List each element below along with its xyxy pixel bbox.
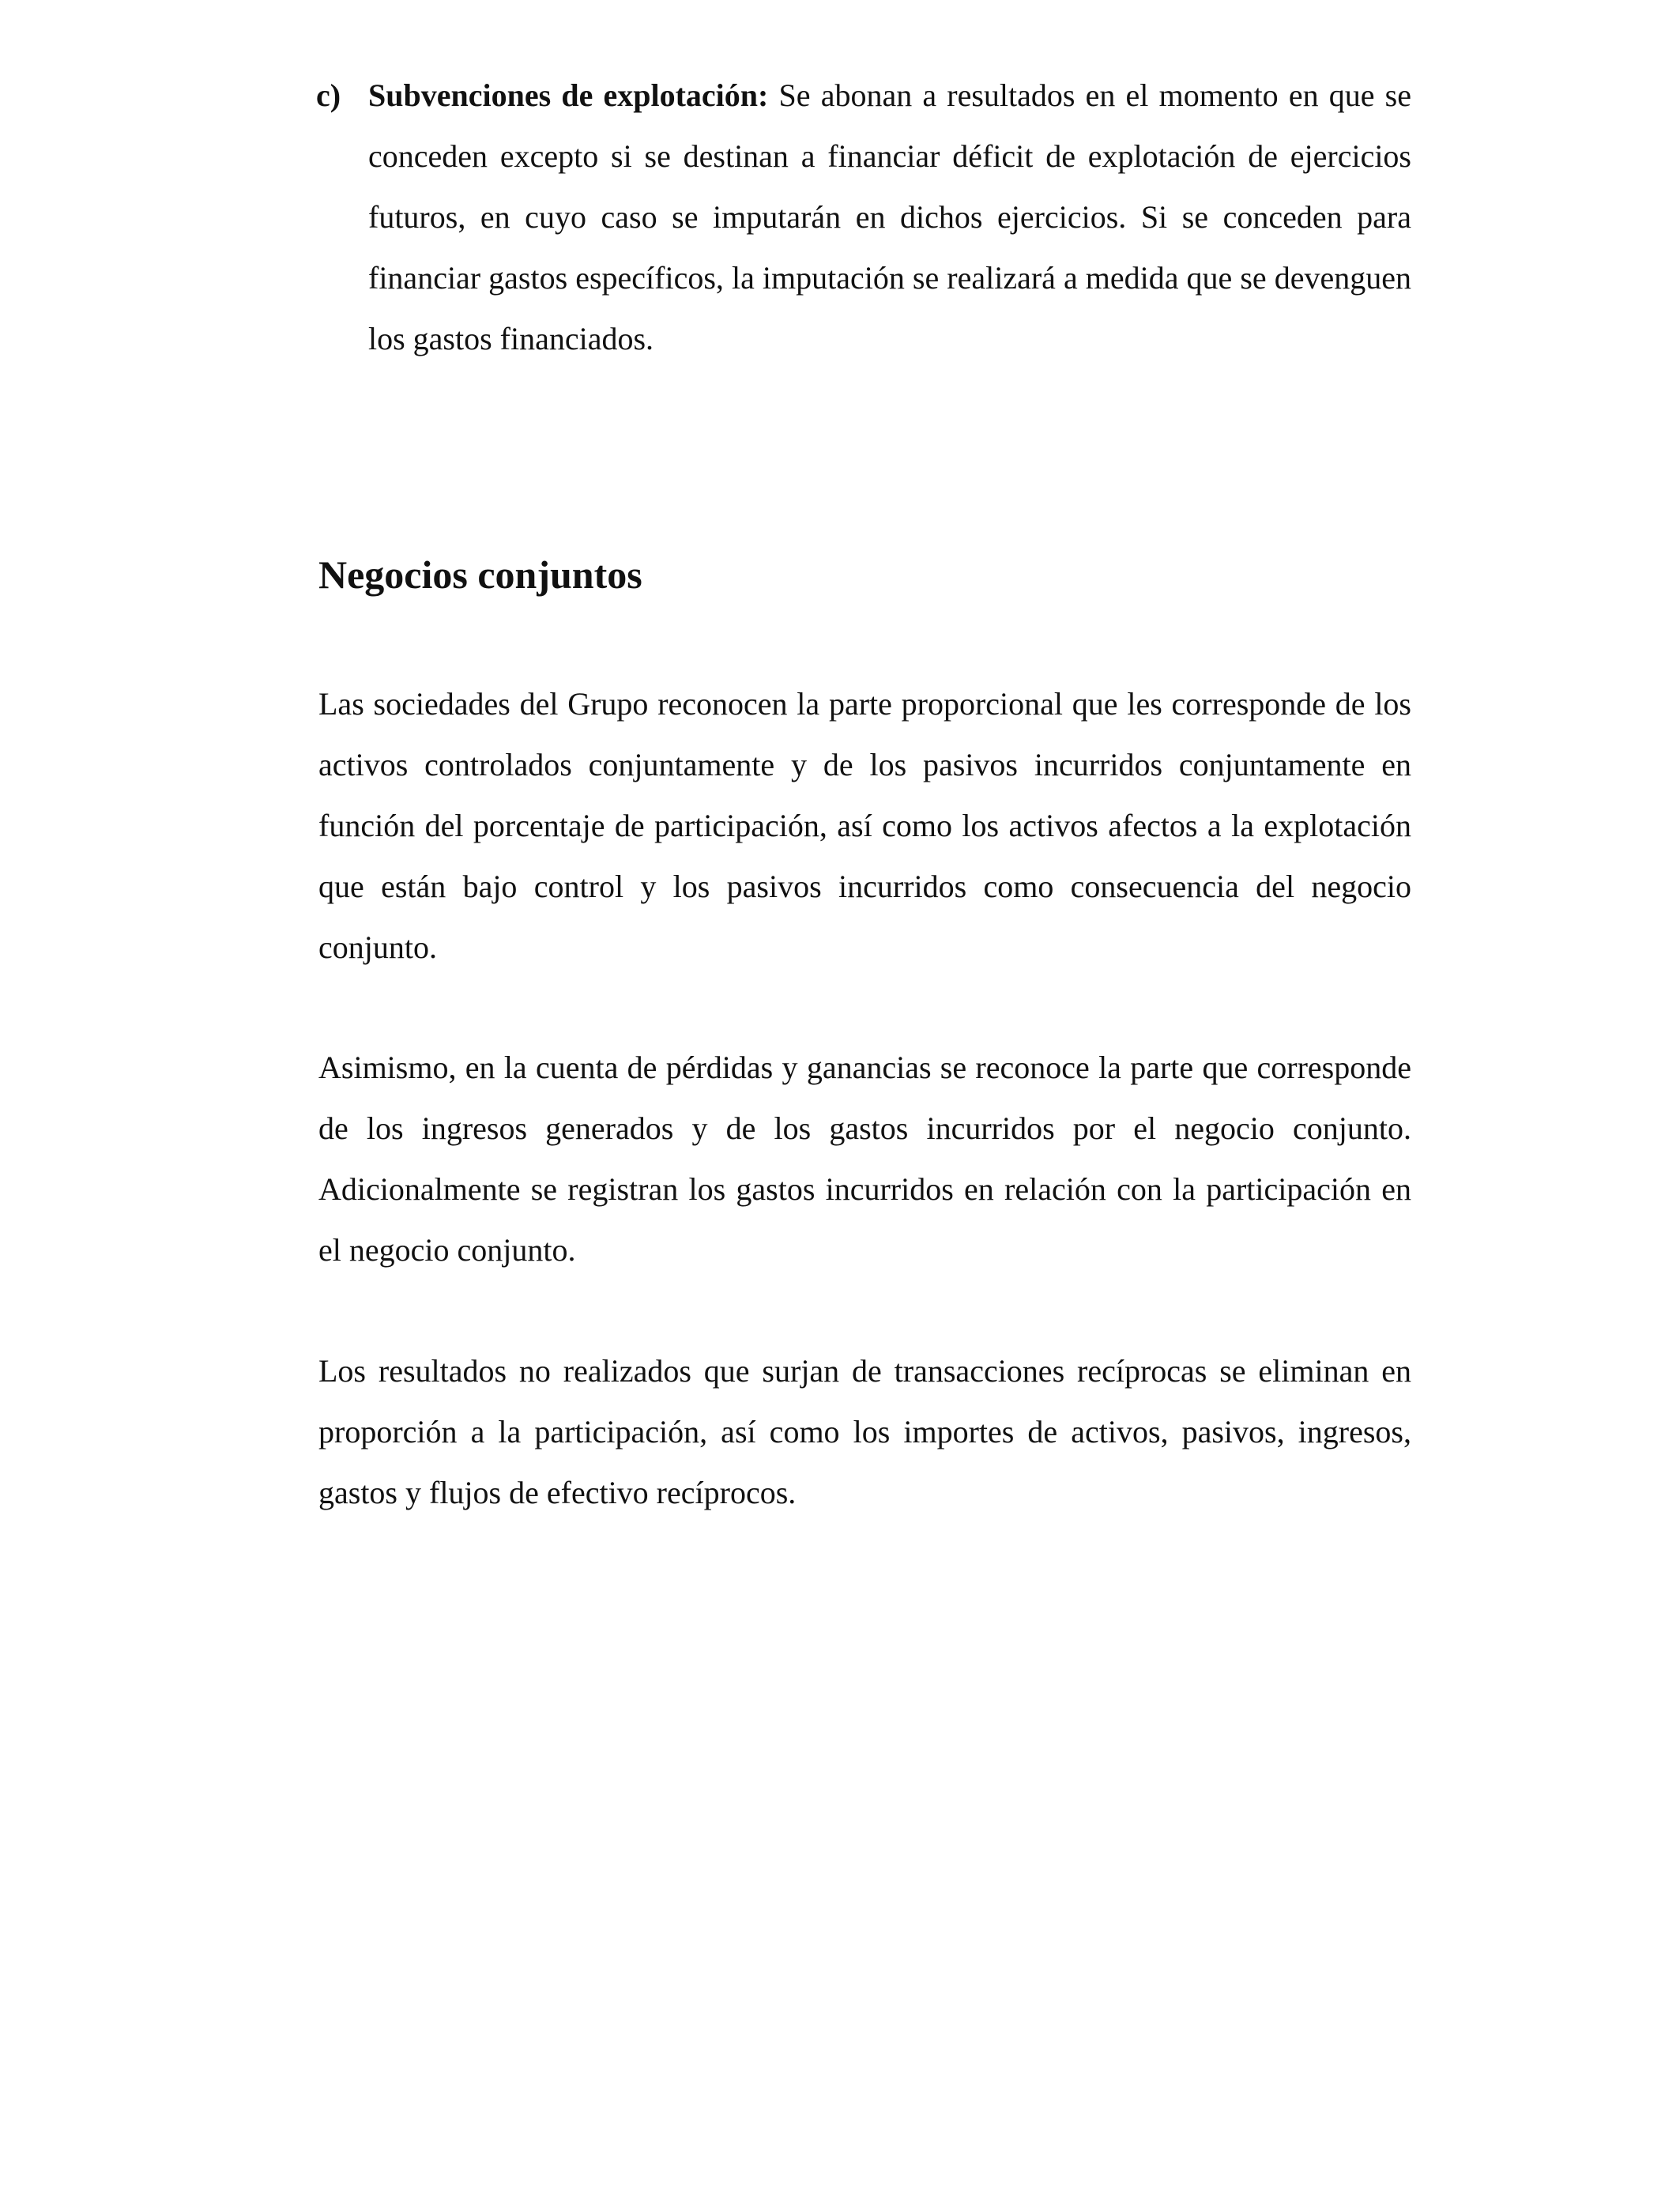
section-heading: Negocios conjuntos xyxy=(318,552,642,597)
list-item-marker: c) xyxy=(316,77,341,113)
paragraph-perdidas-ganancias: Asimismo, en la cuenta de pérdidas y ganancias se reconoce la parte que corresponde de los ingresos generados y de los gastos incurridos por el negocio conjunto. Adicionalmente se registran los gastos incurridos en relación con la participación en el negocio conjunto. xyxy=(318,1050,1411,1268)
list-item-term: Subvenciones de explotación: xyxy=(368,77,769,113)
paragraph-resultados-no-realizados: Los resultados no realizados que surjan de transacciones recíprocas se eliminan en proporción a la participación, así como los importes de activos, pasivos, ingresos, gastos y flujos de efectivo recíprocos. xyxy=(318,1353,1411,1510)
paragraph-reconocimiento: Las sociedades del Grupo reconocen la parte proporcional que les corresponde de los activos controlados conjuntamente y de los pasivos incurridos conjuntamente en función del porcentaje de participación, así como los activos afectos a la explotación que están bajo control y los pasivos incurridos como consecuencia del negocio conjunto. xyxy=(318,686,1411,965)
list-item-body xyxy=(368,65,1411,369)
list-item-subvenciones xyxy=(316,65,1411,369)
list-item-text: Se abonan a resultados en el momento en que se conceden excepto si se destinan a financiar déficit de explotación de ejercicios futuros, en cuyo caso se imputarán en dichos ejercicios. Si se conceden para financiar gastos específicos, la imputación se realizará a medida que se devenguen los gastos financiados. xyxy=(368,77,1411,356)
